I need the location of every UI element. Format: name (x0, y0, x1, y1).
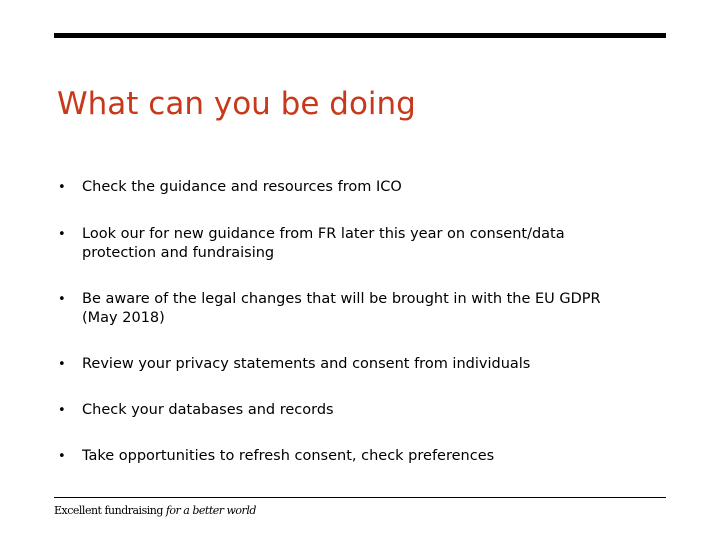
bullet-icon: • (58, 357, 66, 372)
bullet-icon: • (58, 403, 66, 418)
slide-title: What can you be doing (57, 86, 416, 122)
bullet-text (82, 355, 672, 374)
bullet-line: protection and fundraising (82, 245, 275, 261)
bullet-icon: • (58, 292, 66, 307)
bullet-text (82, 178, 672, 197)
bullet-line: Look our for new guidance from FR later this year on consent/data (82, 226, 565, 242)
bullet-line: Review your privacy statements and consent from individuals (82, 356, 531, 372)
top-divider (54, 33, 666, 38)
bullet-icon: • (58, 449, 66, 464)
footer-tagline (54, 503, 256, 519)
footer-text-italic: for a better world (165, 504, 256, 517)
bullet-line: Be aware of the legal changes that will be brought in with the EU GDPR (82, 291, 601, 307)
bullet-line: Check your databases and records (82, 402, 334, 418)
footer-text-regular: Excellent fundraising (54, 504, 166, 517)
bullet-line: Check the guidance and resources from ICO (82, 179, 402, 195)
bullet-line: Take opportunities to refresh consent, check preferences (82, 448, 495, 464)
bullet-line: (May 2018) (82, 310, 165, 326)
bullet-text (82, 447, 672, 466)
bullet-text (82, 401, 672, 420)
bottom-divider (54, 497, 666, 498)
bullet-text (82, 225, 672, 263)
bullet-icon: • (58, 227, 66, 242)
bullet-text (82, 290, 672, 328)
bullet-icon: • (58, 180, 66, 195)
